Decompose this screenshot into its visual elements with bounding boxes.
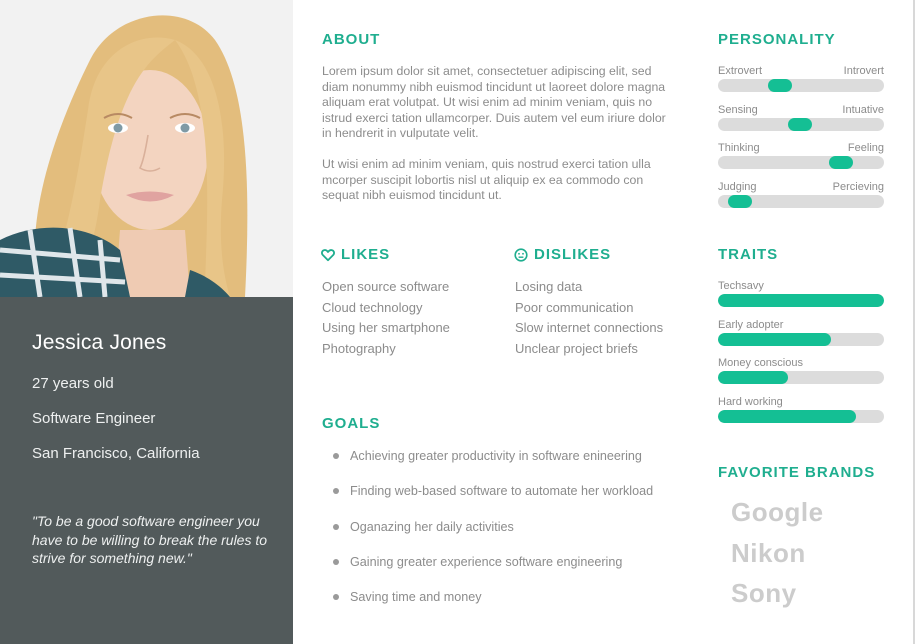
brands-list [731,496,824,618]
brands-heading-text: FAVORITE BRANDS [718,464,876,481]
personality-scale [718,103,884,142]
trait-fill [718,410,856,423]
likes-item: Photography [322,341,396,357]
trait-fill [718,333,831,346]
scale-track [718,79,884,92]
dislikes-item: Slow internet connections [515,320,664,336]
trait-row [718,356,884,395]
bullet-icon [333,594,339,600]
dislikes-heading [514,246,611,263]
dislikes-item: Losing data [515,279,583,294]
goal-text: Gaining greater experience software engineering [350,554,623,569]
scale-left-label: Extrovert [718,65,763,77]
bullet-icon [333,524,339,530]
scale-thumb [728,195,752,208]
persona-photo [0,0,293,297]
persona-quote: "To be a good software engineer you have to be willing to break the rules to strive for something new." [32,513,268,566]
personality-heading [718,31,836,48]
dislikes-item: Poor communication [515,299,634,315]
brand-sony: Sony [731,578,797,608]
scale-track [718,118,884,131]
likes-heading-text: LIKES [341,246,391,263]
scale-thumb [768,79,792,92]
scale-thumb [829,156,853,169]
scale-left-label: Thinking [718,142,760,154]
goals-heading-text: GOALS [322,415,381,432]
trait-track [718,333,884,346]
likes-item: Open source software [322,279,450,294]
about-text [322,64,672,204]
persona-location: San Francisco, California [32,445,200,462]
trait-row [718,395,884,434]
goal-item [333,552,653,587]
likes-item: Cloud technology [322,299,423,315]
traits-heading [718,246,778,263]
trait-row [718,318,884,357]
bullet-icon [333,488,339,494]
likes-list [322,277,450,360]
trait-label: Early adopter [718,318,784,331]
personality-scales [718,64,884,218]
traits-bars [718,279,884,433]
portrait-illustration [0,0,293,297]
profile-panel [0,297,293,644]
scale-track [718,195,884,208]
persona-age: 27 years old [32,375,114,392]
scale-right-label: Introvert [843,65,884,77]
persona-occupation: Software Engineer [32,410,156,427]
goal-item [333,517,653,552]
trait-row [718,279,884,318]
brands-heading [718,464,875,481]
scale-right-label: Percieving [832,180,884,193]
bullet-icon [333,559,339,565]
personality-heading-text: PERSONALITY [718,31,836,48]
goal-item [333,446,653,481]
personality-scale [718,180,884,219]
goal-item [333,481,653,516]
trait-track [718,371,884,384]
heart-icon [321,248,335,262]
dislikes-heading-text: DISLIKES [534,246,612,263]
dislikes-list [515,277,663,360]
about-heading [322,31,380,48]
persona-name: Jessica Jones [32,331,167,354]
about-paragraph: Ut wisi enim ad minim veniam, quis nostrud exerci tation ulla mcorper suscipit lobortis nisl ut aliquip ex ea commodo con sequat nibh euismod tincidunt ut. [322,156,651,203]
scale-left-label: Sensing [718,103,758,116]
scale-track [718,156,884,169]
scale-right-label: Intuative [842,103,884,116]
trait-label: Hard working [718,395,783,408]
scale-left-label: Judging [718,180,757,193]
smiley-icon [514,248,528,262]
personality-scale [718,141,884,180]
traits-heading-text: TRAITS [718,246,779,263]
trait-fill [718,371,788,384]
goal-text: Finding web-based software to automate her workload [350,484,654,499]
trait-track [718,410,884,423]
goal-text: Oganazing her daily activities [350,519,514,534]
goal-text: Achieving greater productivity in software enineering [350,449,642,463]
about-paragraph: Lorem ipsum dolor sit amet, consectetuer adipiscing elit, sed diam nonummy nibh euismod tincidunt ut laoreet dolore magna aliquam erat volutpat. Ut wisi enim ad minim veniam, quis no istrud exerci tation ullamcorper. Duis autem vel eum iriure dolor in hendrerit in vulputate velit. [322,64,666,141]
goals-list [333,446,653,622]
scale-right-label: Feeling [847,142,884,154]
about-heading-text: ABOUT [322,31,381,48]
trait-fill [718,294,884,307]
trait-track [718,294,884,307]
goal-text: Saving time and money [350,590,482,605]
trait-label: Money conscious [718,357,803,369]
brand-google: Google [731,497,824,527]
brand-nikon: Nikon [731,537,806,568]
scale-thumb [788,118,812,131]
goal-item [333,587,653,622]
trait-label: Techsavy [718,280,764,292]
likes-item: Using her smartphone [322,320,450,336]
bullet-icon [333,453,339,459]
personality-scale [718,64,884,103]
dislikes-item: Unclear project briefs [515,341,638,357]
likes-heading [321,246,390,263]
goals-heading [322,415,380,432]
